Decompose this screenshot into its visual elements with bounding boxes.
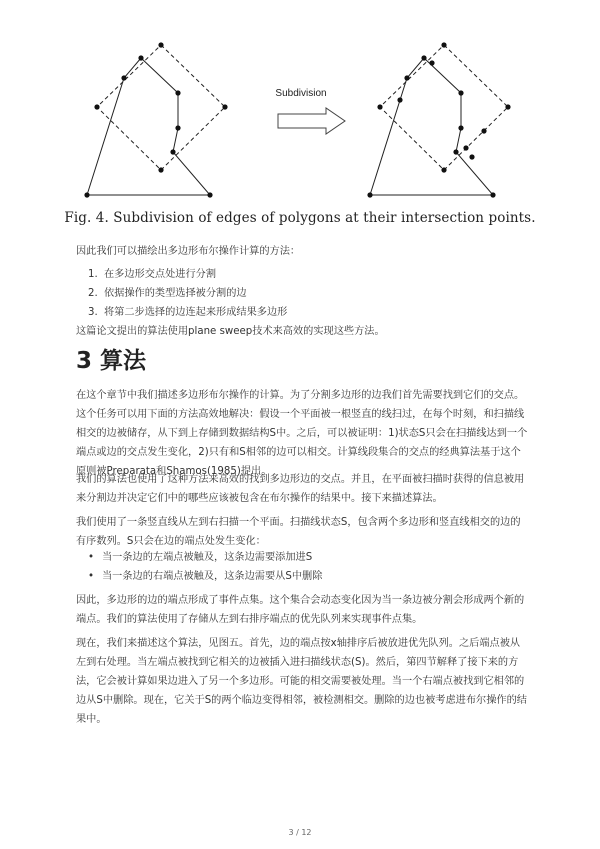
right-polygon-solid	[370, 58, 493, 195]
left-vertices	[84, 42, 227, 197]
list-item	[76, 265, 528, 284]
paragraph: 因此，多边形的边的端点形成了事件点集。这个集合会动态变化因为当一条边被分割会形成两个新的端点。我们的算法使用了存储从左到右排序端点的优先队列来实现事件点集。	[76, 595, 525, 625]
bullet-icon: •	[88, 552, 95, 563]
list-number: 3.	[88, 307, 98, 318]
bullet-list	[76, 548, 528, 586]
intro-text: 因此我们可以描绘出多边形布尔操作计算的方法：	[76, 246, 301, 257]
list-text: 将第二步选择的边连起来形成结果多边形	[104, 307, 288, 318]
paragraph: 在这个章节中我们描述多边形布尔操作的计算。为了分割多边形的边我们首先需要找到它们的交点。这个任务可以用下面的方法高效地解决：假设一个平面被一根竖直的线扫过，在每个时刻，和扫描线相交的边被储存，从下到上存储到数据结构S中。之后，可以被证明：1)状态S只会在扫描线达到一个端点或边的交点发生变化，2)只有和S相邻的边可以相交。计算线段集合的交点的经典算法基于这个原则被Preparata和Shamos(1985)提出。	[76, 390, 528, 477]
arrow-label: Subdivision	[275, 88, 327, 99]
paper-note: 这篇论文提出的算法使用plane sweep技术来高效的实现这些方法。	[76, 326, 385, 337]
page-number: 3 / 12	[288, 828, 312, 837]
paragraph: 现在，我们来描述这个算法，见图五。首先，边的端点按x轴排序后被放进优先队列。之后端点被从左到右处理。当左端点被找到它相关的边被插入进扫描线状态(S)。然后，第四节解释了接下来的方法，它会被计算如果边进入了另一个多边形。可能的相交需要被处理。当一个右端点被找到它相邻的边从S中删除。现在，它关于S的两个临边变得相邻，被检测相交。删除的边也被考虑进布尔操作的结果中。	[76, 638, 527, 725]
list-number: 2.	[88, 288, 98, 299]
bullet-icon: •	[88, 571, 95, 582]
list-text: 在多边形交点处进行分割	[104, 269, 217, 280]
right-polygon-dashed	[380, 45, 508, 170]
paragraph: 我们使用了一条竖直线从左到右扫描一个平面。扫描线状态S，包含两个多边形和竖直线相交的边的有序数列。S只会在边的端点处发生变化：	[76, 517, 521, 547]
list-text: 依据操作的类型选择被分割的边	[104, 288, 247, 299]
figure-caption: Fig. 4. Subdivision of edges of polygons at their intersection points.	[64, 210, 536, 226]
right-vertices	[367, 42, 510, 197]
figure-diagram	[0, 30, 600, 210]
list-item	[76, 284, 528, 303]
subdivision-arrow-icon	[278, 108, 345, 134]
list-item	[76, 303, 528, 322]
paragraph: 我们的算法也使用了这种方法来高效的找到多边形边的交点。并且，在平面被扫描时获得的信息被用来分割边并决定它们中的哪些应该被包含在布尔操作的结果中。接下来描述算法。	[76, 474, 525, 504]
left-polygon-dashed	[97, 45, 225, 170]
list-text: 当一条边的右端点被触及，这条边需要从S中删除	[102, 571, 323, 582]
list-number: 1.	[88, 269, 98, 280]
list-item	[76, 567, 528, 586]
subdivision-figure	[0, 30, 600, 210]
left-polygon-solid	[87, 58, 210, 195]
list-text: 当一条边的左端点被触及，这条边需要添加进S	[102, 552, 313, 563]
list-item	[76, 548, 528, 567]
steps-list	[76, 265, 528, 322]
section-heading: 3 算法	[76, 348, 147, 374]
